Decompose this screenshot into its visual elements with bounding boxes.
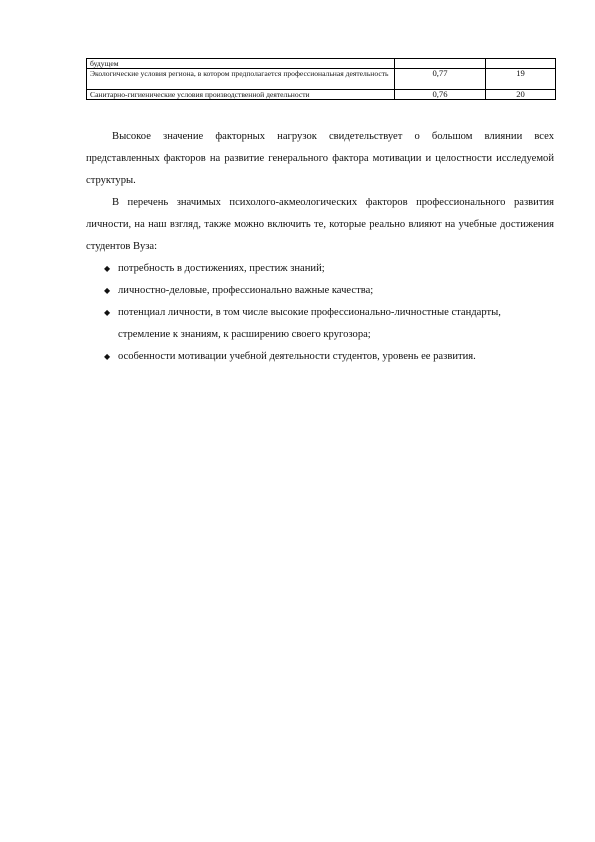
table-cell-rank: 20 — [486, 90, 556, 100]
table-row — [87, 69, 556, 90]
list-item — [104, 302, 534, 346]
table-cell-loading: 0,76 — [395, 90, 486, 100]
table-cell-factor: Экологические условия региона, в котором предполагается профессиональная деятельность — [87, 69, 395, 90]
diamond-bullet-icon: ◆ — [104, 308, 111, 317]
list-item — [104, 280, 534, 302]
list-item-text: особенности мотивации учебной деятельности студентов, уровень ее развития. — [118, 351, 476, 362]
list-item-text: потребность в достижениях, престиж знаний; — [118, 263, 325, 274]
body-paragraph: В перечень значимых психолого-акмеологических факторов профессионального развития личности, на наш взгляд, также можно включить те, которые реально влияют на учебные достижения студентов Вуза: — [86, 197, 554, 252]
table-cell-factor: Санитарно-гигиенические условия производственной деятельности — [87, 90, 395, 100]
table-cell-rank — [486, 59, 556, 69]
table-cell-loading: 0,77 — [395, 69, 486, 90]
diamond-bullet-icon: ◆ — [104, 286, 111, 295]
list-item-text: потенциал личности, в том числе высокие профессионально-личностные стандарты, стремление к знаниям, к расширению своего кругозора; — [118, 307, 501, 340]
table-row — [87, 59, 556, 69]
list-item — [104, 346, 534, 368]
body-paragraph: Высокое значение факторных нагрузок свидетельствует о большом влиянии всех представленных факторов на развитие генерального фактора мотивации и целостности исследуемой структуры. — [86, 131, 554, 186]
table-cell-rank: 19 — [486, 69, 556, 90]
table-cell-factor: будущем — [87, 59, 395, 69]
bullet-list — [104, 258, 534, 368]
factor-table — [86, 58, 556, 100]
diamond-bullet-icon: ◆ — [104, 352, 111, 361]
list-item — [104, 258, 534, 280]
diamond-bullet-icon: ◆ — [104, 264, 111, 273]
table-cell-loading — [395, 59, 486, 69]
list-item-text: личностно-деловые, профессионально важные качества; — [118, 285, 374, 296]
table-row — [87, 90, 556, 100]
